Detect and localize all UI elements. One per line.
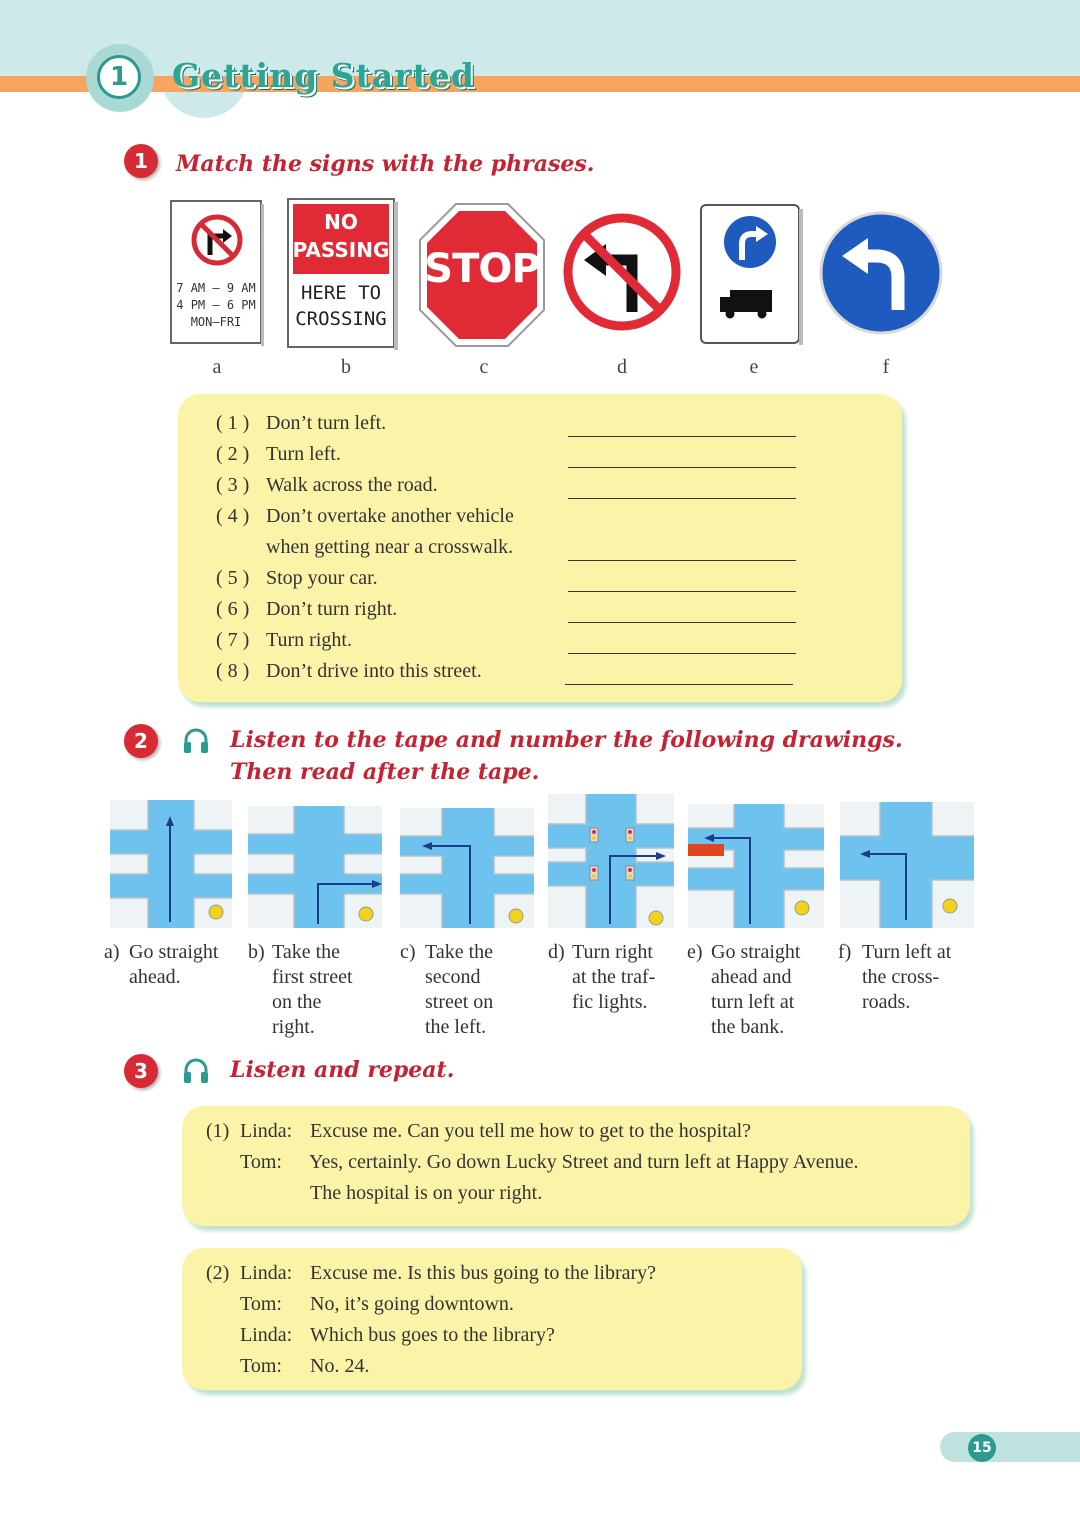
dialogue-line: Excuse me. Can you tell me how to get to the hospital? <box>310 1120 752 1142</box>
sign-d-no-left-turn <box>562 212 682 337</box>
answer-blank-8[interactable] <box>565 684 793 685</box>
answer-blank-4[interactable] <box>568 560 796 561</box>
drawing-f-label: f) <box>838 941 852 963</box>
speaker-name: Tom: <box>240 1151 282 1173</box>
headphones-icon <box>182 726 210 761</box>
sign-label-c: c <box>479 356 489 378</box>
phrase-text: Turn right. <box>266 629 352 651</box>
answer-blank-2[interactable] <box>568 467 796 468</box>
phrase-number: ( 3 ) <box>216 474 250 496</box>
answer-blank-7[interactable] <box>568 653 796 654</box>
phrase-text: Turn left. <box>266 443 341 465</box>
sign-a-hours-1: 7 AM – 9 AM <box>176 281 256 295</box>
dialogue-line: No. 24. <box>310 1355 370 1377</box>
phrase-text: Stop your car. <box>266 567 378 589</box>
drawing-b-first-right <box>248 806 382 928</box>
phrase-text: Don’t drive into this street. <box>266 660 482 682</box>
page-title: Getting Started <box>172 56 475 95</box>
sign-c-stop <box>418 202 546 348</box>
sign-e-truck-turn-right <box>700 204 804 351</box>
dialogue-line: No, it’s going downtown. <box>310 1293 514 1315</box>
answer-blank-5[interactable] <box>568 591 796 592</box>
phrase-text: Don’t overtake another vehicle <box>266 505 514 527</box>
exercise-3-instruction: Listen and repeat. <box>230 1057 455 1083</box>
speaker-name: Tom: <box>240 1355 282 1377</box>
dialogue-line: Yes, certainly. Go down Lucky Street and turn left at Happy Avenue. <box>309 1151 859 1173</box>
header-stripe <box>0 76 1080 92</box>
phrase-text: Don’t turn right. <box>266 598 398 620</box>
sign-c-text: STOP <box>424 246 540 292</box>
sign-a-days: MON–FRI <box>190 315 242 329</box>
dialogue-line: Excuse me. Is this bus going to the library? <box>310 1262 657 1284</box>
exercise-2-instruction-line-2: Then read after the tape. <box>230 759 540 785</box>
sign-b <box>287 198 399 350</box>
phrases-box <box>178 394 902 702</box>
phrase-text: Don’t turn left. <box>266 412 387 434</box>
phrase-number: ( 7 ) <box>216 629 250 651</box>
dialogue-line: Which bus goes to the library? <box>310 1324 555 1346</box>
sign-b-no: NO <box>324 210 358 234</box>
page-number: 15 <box>968 1434 996 1462</box>
phrase-number: ( 2 ) <box>216 443 250 465</box>
headphones-icon <box>182 1056 210 1091</box>
drawing-d-caption: Turn right at the traf- fic lights. <box>572 941 656 1013</box>
sign-b-here-to: HERE TO <box>300 282 382 304</box>
drawing-e-caption: Go straight ahead and turn left at the bank. <box>711 941 801 1038</box>
sign-b-crossing: CROSSING <box>295 308 387 330</box>
sign-f-turn-left <box>818 210 944 341</box>
drawing-e-turn-left-at-bank <box>688 804 824 928</box>
phrase-number: ( 8 ) <box>216 660 250 682</box>
unit-number-badge: 1 <box>97 55 141 99</box>
drawing-d-label: d) <box>548 941 565 963</box>
drawing-f-caption: Turn left at the cross- roads. <box>862 941 952 1013</box>
drawing-a-go-straight <box>110 800 232 928</box>
sign-label-e: e <box>749 356 759 378</box>
drawing-c-second-left <box>400 808 534 928</box>
page-number-tab <box>940 1432 1080 1462</box>
sign-b-passing: PASSING <box>292 238 390 262</box>
drawing-c-label: c) <box>400 941 416 963</box>
answer-blank-1[interactable] <box>568 436 796 437</box>
exercise-1-number: 1 <box>124 144 158 178</box>
drawing-d-traffic-lights <box>548 794 674 928</box>
dialogue-2-box <box>182 1248 802 1390</box>
sign-label-d: d <box>617 356 627 378</box>
dialogue-1-box <box>182 1106 970 1226</box>
speaker-name: Linda: <box>240 1324 293 1346</box>
sign-label-b: b <box>341 356 351 378</box>
phrase-number: ( 1 ) <box>216 412 250 434</box>
speaker-name: Tom: <box>240 1293 282 1315</box>
phrase-text: when getting near a crosswalk. <box>266 536 514 558</box>
answer-blank-3[interactable] <box>568 498 796 499</box>
dialogue-number: (1) <box>206 1120 230 1142</box>
drawing-b-caption: Take the first street on the right. <box>272 941 353 1038</box>
bank-building <box>688 844 724 856</box>
speaker-name: Linda: <box>240 1120 293 1142</box>
exercise-2-instruction-line-1: Listen to the tape and number the following drawings. <box>230 727 903 753</box>
dialogue-number: (2) <box>206 1262 230 1284</box>
drawing-c-caption: Take the second street on the left. <box>425 941 494 1038</box>
exercise-1-instruction: Match the signs with the phrases. <box>176 151 595 177</box>
exercise-3-number: 3 <box>124 1054 158 1088</box>
exercise-2-number: 2 <box>124 724 158 758</box>
sign-a <box>170 200 264 346</box>
drawing-a-label: a) <box>104 941 120 963</box>
phrase-text: Walk across the road. <box>266 474 438 496</box>
answer-blank-6[interactable] <box>568 622 796 623</box>
sign-a-hours-2: 4 PM – 6 PM <box>176 298 256 312</box>
sign-label-f: f <box>882 356 890 378</box>
phrase-number: ( 4 ) <box>216 505 250 527</box>
phrase-number: ( 5 ) <box>216 567 250 589</box>
drawing-f-left-at-crossroads <box>840 802 974 928</box>
drawing-e-label: e) <box>687 941 703 963</box>
speaker-name: Linda: <box>240 1262 293 1284</box>
drawing-b-label: b) <box>248 941 265 963</box>
phrase-number: ( 6 ) <box>216 598 250 620</box>
drawing-a-caption: Go straight ahead. <box>129 941 219 988</box>
sign-label-a: a <box>212 356 222 378</box>
dialogue-line: The hospital is on your right. <box>310 1182 543 1204</box>
